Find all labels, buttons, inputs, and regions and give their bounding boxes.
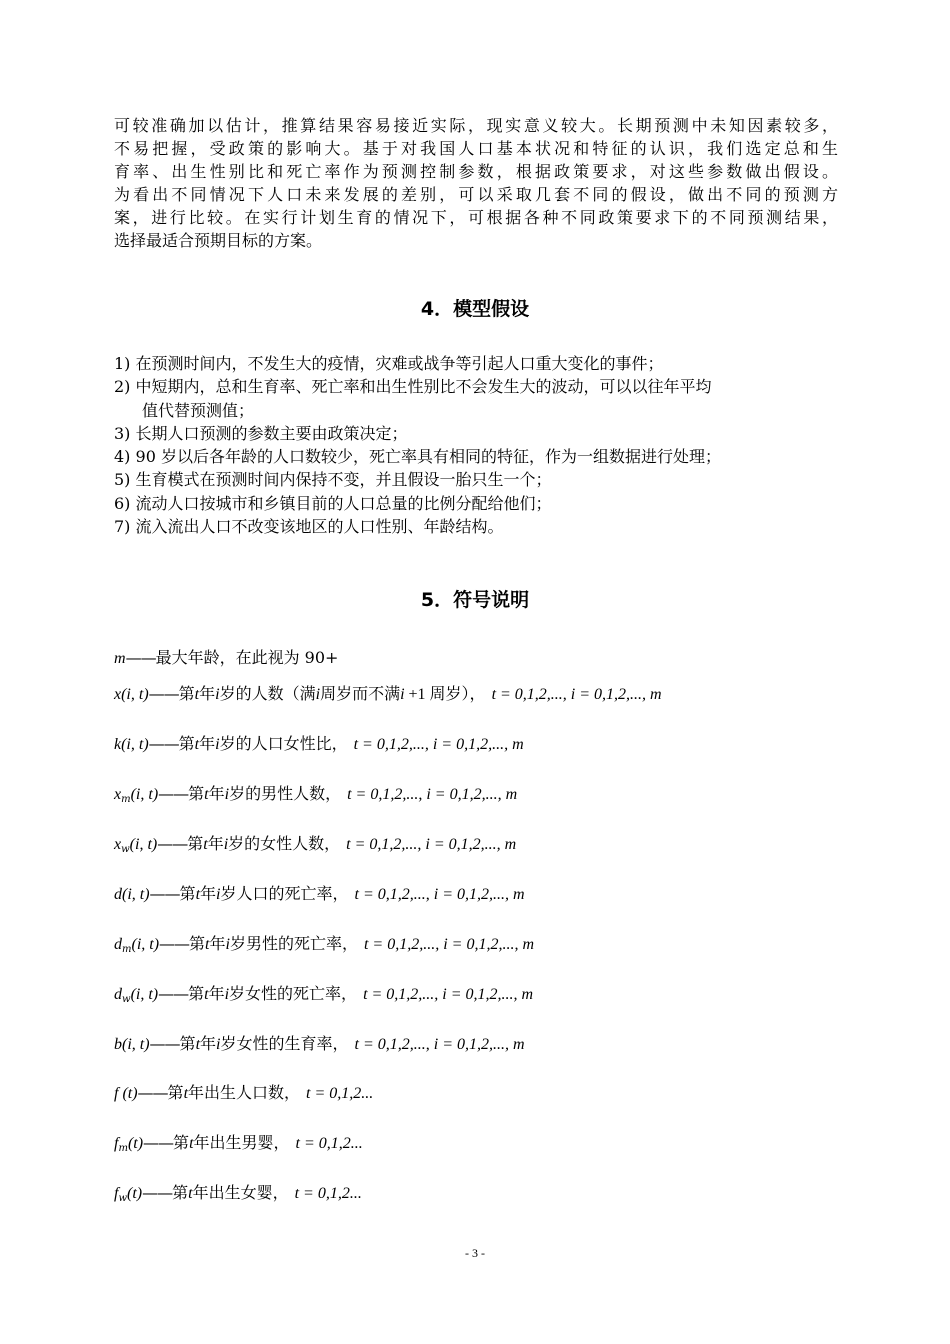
- assumptions-list: [114, 352, 844, 538]
- intro-line: 为看出不同情况下人口未来发展的差别，可以采取几套不同的假设，做出不同的预测方: [114, 185, 838, 204]
- page-number: - 3 -: [465, 1246, 485, 1260]
- symbol-row-d: d(i, t)——第t年i岁人口的死亡率， t = 0,1,2,..., i = 0,1,2,..., m: [114, 884, 525, 903]
- list-item: 1) 在预测时间内，不发生大的疫情，灾难或战争等引起人口重大变化的事件；: [114, 354, 664, 373]
- section-5-heading: 5．符号说明: [420, 589, 530, 611]
- list-item: 7) 流入流出人口不改变该地区的人口性别、年龄结构。: [114, 517, 504, 537]
- intro-line: 案，进行比较。在实行计划生育的情况下，可根据各种不同政策要求下的不同预测结果，: [114, 208, 838, 227]
- intro-line: 选择最适合预期目标的方案。: [114, 231, 323, 250]
- section-4-heading: 4．模型假设: [420, 298, 530, 320]
- symbol-row-x: x(i, t)——第t年i岁的人数（满i周岁而不满i +1 周岁）， t = 0,1,2,..., i = 0,1,2,..., m: [114, 684, 662, 703]
- symbol-row-m: m——最大年龄，在此视为 90+: [114, 648, 339, 667]
- symbol-row-f: f (t)——第t年出生人口数， t = 0,1,2...: [114, 1083, 374, 1102]
- list-item: 5) 生育模式在预测时间内保持不变，并且假设一胎只生一个；: [114, 470, 552, 490]
- symbol-row-xw: $x_w(i$, t)——第t年i岁的女性人数， t = 0,1,2,..., i = 0,1,2,..., m: [114, 834, 517, 855]
- symbol-row-fw: $f_w(t)——$第t年出生女婴， t = 0,1,2...: [114, 1183, 362, 1204]
- symbol-row-xm: $x_m(i$, t)——第t年i岁的男性人数， t = 0,1,2,..., i = 0,1,2,..., m: [114, 784, 518, 805]
- symbol-row-dw: $d_w(i$, t)——第t年i岁女性的死亡率， t = 0,1,2,..., i = 0,1,2,..., m: [114, 984, 534, 1005]
- list-item: 6) 流动人口按城市和乡镇目前的人口总量的比例分配给他们；: [114, 493, 552, 513]
- intro-line: 不易把握，受政策的影响大。基于对我国人口基本状况和特征的认识，我们选定总和生: [114, 139, 838, 158]
- list-item: 4) 90 岁以后各年龄的人口数较少，死亡率具有相同的特征，作为一组数据进行处理；: [114, 447, 721, 467]
- symbol-row-b: b(i, t)——第t年i岁女性的生育率， t = 0,1,2,..., i = 0,1,2,..., m: [114, 1034, 525, 1053]
- list-item: 3) 长期人口预测的参数主要由政策决定；: [114, 423, 408, 443]
- symbol-row-dm: $d_m(i$, t)——第t年i岁男性的死亡率， t = 0,1,2,..., i = 0,1,2,..., m: [114, 934, 535, 955]
- intro-line: 可较准确加以估计，推算结果容易接近实际，现实意义较大。长期预测中未知因素较多，: [114, 116, 838, 135]
- intro-paragraph: [114, 114, 838, 252]
- symbol-row-fm: $f_m(t)——$第t年出生男婴， t = 0,1,2...: [114, 1133, 363, 1154]
- list-item: 2) 中短期内，总和生育率、死亡率和出生性别比不会发生大的波动，可以以往年平均 值代替预测值；: [114, 377, 712, 420]
- symbol-row-k: k(i, t)——第t年i岁的人口女性比， t = 0,1,2,..., i = 0,1,2,..., m: [114, 734, 524, 753]
- intro-line: 育率、出生性别比和死亡率作为预测控制参数，根据政策要求，对这些参数做出假设。: [114, 162, 838, 181]
